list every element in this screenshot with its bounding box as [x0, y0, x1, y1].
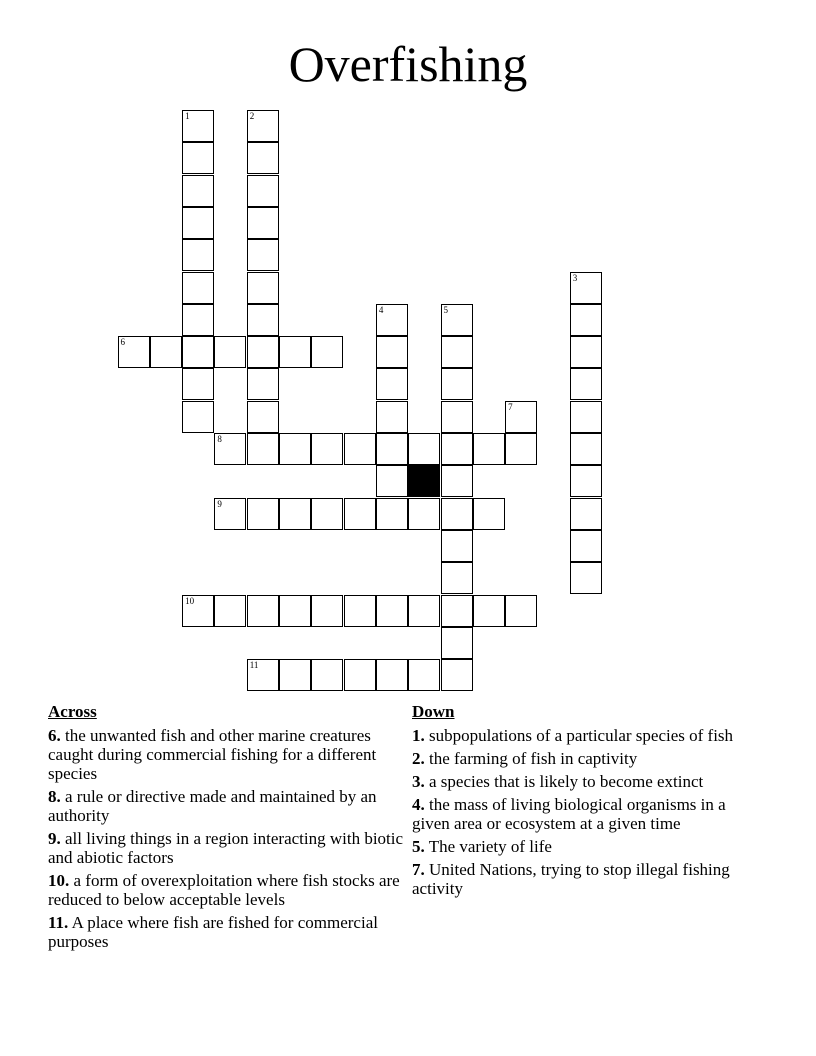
grid-cell[interactable] — [570, 530, 602, 562]
clue-number: 3 — [572, 272, 578, 283]
grid-cell[interactable] — [247, 272, 279, 304]
grid-cell[interactable] — [311, 595, 343, 627]
grid-cell[interactable] — [570, 562, 602, 594]
clue-number: 10 — [185, 595, 195, 606]
clue-text: a species that is likely to become extinct — [429, 772, 704, 791]
clue-label-number: 2. — [412, 749, 425, 768]
grid-cell[interactable] — [182, 401, 214, 433]
grid-cell[interactable] — [311, 659, 343, 691]
clue-number: 11 — [249, 660, 259, 671]
clue-label-number: 8. — [48, 787, 61, 806]
grid-cell[interactable] — [441, 530, 473, 562]
grid-cell[interactable] — [182, 110, 214, 142]
grid-cell[interactable] — [182, 239, 214, 271]
grid-cell[interactable] — [344, 659, 376, 691]
grid-cell[interactable] — [279, 595, 311, 627]
grid-cell[interactable] — [247, 142, 279, 174]
grid-cell[interactable] — [473, 433, 505, 465]
grid-cell[interactable] — [570, 498, 602, 530]
grid-cell[interactable] — [247, 595, 279, 627]
grid-cell[interactable] — [376, 401, 408, 433]
grid-cell[interactable] — [441, 595, 473, 627]
grid-cell[interactable] — [505, 595, 537, 627]
black-cell — [408, 465, 440, 497]
grid-cell[interactable] — [473, 595, 505, 627]
clue-text: all living things in a region interacting with biotic and abiotic factors — [48, 829, 404, 867]
across-clue — [48, 913, 408, 951]
grid-cell[interactable] — [311, 336, 343, 368]
grid-cell[interactable] — [505, 401, 537, 433]
clue-label-number: 9. — [48, 829, 61, 848]
clue-number: 2 — [249, 111, 255, 121]
grid-cell[interactable] — [247, 304, 279, 336]
grid-cell[interactable] — [182, 336, 214, 368]
grid-cell[interactable] — [408, 433, 440, 465]
grid-cell[interactable] — [570, 401, 602, 433]
clue-text: the mass of living biological organisms in a given area or ecosystem at a given time — [412, 795, 726, 833]
clue-label-number: 10. — [48, 871, 70, 890]
grid-cell[interactable] — [441, 433, 473, 465]
grid-cell[interactable] — [150, 336, 182, 368]
grid-cell[interactable] — [214, 336, 246, 368]
grid-cell[interactable] — [441, 627, 473, 659]
grid-cell[interactable] — [182, 304, 214, 336]
across-clues — [48, 702, 408, 955]
clue-number: 6 — [120, 337, 125, 348]
grid-cell[interactable] — [311, 498, 343, 530]
grid-cell[interactable] — [408, 659, 440, 691]
down-clue — [412, 837, 762, 856]
across-heading: Across — [48, 702, 97, 721]
grid-cell[interactable] — [408, 595, 440, 627]
clue-number: 1 — [185, 111, 190, 121]
grid-cell[interactable] — [279, 433, 311, 465]
grid-cell[interactable] — [376, 336, 408, 368]
across-clue — [48, 787, 408, 825]
grid-cell[interactable] — [376, 595, 408, 627]
down-clues — [412, 702, 762, 902]
grid-cell[interactable] — [441, 498, 473, 530]
clue-text: the farming of fish in captivity — [429, 749, 638, 768]
grid-cell[interactable] — [182, 142, 214, 174]
grid-cell[interactable] — [441, 562, 473, 594]
grid-cell[interactable] — [344, 498, 376, 530]
grid-cell[interactable] — [247, 659, 279, 691]
grid-cell[interactable] — [441, 465, 473, 497]
grid-cell[interactable] — [570, 304, 602, 336]
grid-cell[interactable] — [279, 336, 311, 368]
grid-cell[interactable] — [247, 368, 279, 400]
grid-cell[interactable] — [247, 110, 279, 142]
grid-cell[interactable] — [247, 336, 279, 368]
clue-text: The variety of life — [428, 837, 552, 856]
puzzle-title: Overfishing — [288, 36, 528, 92]
grid-cell[interactable] — [570, 465, 602, 497]
grid-cell[interactable] — [376, 498, 408, 530]
clue-label-number: 5. — [412, 837, 425, 856]
down-clue — [412, 795, 762, 833]
grid-cell[interactable] — [505, 433, 537, 465]
clue-label-number: 1. — [412, 726, 425, 745]
clue-number: 5 — [443, 304, 448, 315]
clue-label-number: 4. — [412, 795, 425, 814]
grid-cell[interactable] — [408, 498, 440, 530]
across-clue — [48, 829, 408, 867]
across-clue — [48, 726, 408, 783]
grid-cell[interactable] — [376, 368, 408, 400]
grid-cell[interactable] — [570, 368, 602, 400]
grid-cell[interactable] — [247, 207, 279, 239]
clue-label-number: 6. — [48, 726, 61, 745]
down-clue-list — [412, 726, 762, 898]
down-clue — [412, 749, 762, 768]
grid-cell[interactable] — [344, 433, 376, 465]
grid-cell[interactable] — [214, 433, 246, 465]
clue-text: A place where fish are fished for commercial purposes — [48, 913, 378, 951]
grid-cell[interactable] — [247, 433, 279, 465]
grid-cell[interactable] — [376, 465, 408, 497]
grid-cell[interactable] — [376, 304, 408, 336]
down-clue — [412, 860, 762, 898]
down-clue — [412, 772, 762, 791]
clue-label-number: 7. — [412, 860, 425, 879]
grid-cell[interactable] — [570, 272, 602, 304]
grid-cell[interactable] — [441, 401, 473, 433]
clue-text: subpopulations of a particular species of fish — [429, 726, 734, 745]
grid-cell[interactable] — [182, 368, 214, 400]
clue-text: a form of overexploitation where fish stocks are reduced to below acceptable levels — [48, 871, 400, 909]
clue-label-number: 11. — [48, 913, 69, 932]
across-clue — [48, 871, 408, 909]
clue-text: United Nations, trying to stop illegal fishing activity — [412, 860, 730, 898]
clue-label-number: 3. — [412, 772, 425, 791]
across-clue-list — [48, 726, 408, 951]
grid-cell[interactable] — [247, 498, 279, 530]
grid-cell[interactable] — [441, 304, 473, 336]
grid-cell[interactable] — [570, 336, 602, 368]
clue-number: 9 — [217, 498, 222, 509]
down-heading: Down — [412, 702, 455, 721]
grid-cell[interactable] — [182, 272, 214, 304]
grid-cell[interactable] — [376, 659, 408, 691]
grid-cell[interactable] — [182, 595, 214, 627]
grid-cell[interactable] — [247, 239, 279, 271]
clue-text: a rule or directive made and maintained by an authority — [48, 787, 377, 825]
grid-cell[interactable] — [247, 401, 279, 433]
grid-cell[interactable] — [214, 498, 246, 530]
clue-number: 8 — [217, 434, 222, 444]
grid-cell[interactable] — [441, 368, 473, 400]
grid-cell[interactable] — [376, 433, 408, 465]
grid-cell[interactable] — [182, 175, 214, 207]
grid-cell[interactable] — [441, 659, 473, 691]
grid-cell[interactable] — [344, 595, 376, 627]
down-clue — [412, 726, 762, 745]
clue-number: 7 — [508, 401, 513, 412]
grid-cell[interactable] — [570, 433, 602, 465]
grid-cell[interactable] — [473, 498, 505, 530]
clue-text: the unwanted fish and other marine creatures caught during commercial fishing for a different species — [48, 726, 377, 783]
grid-cell[interactable] — [441, 336, 473, 368]
grid-cell[interactable] — [247, 175, 279, 207]
grid-cell[interactable] — [279, 659, 311, 691]
grid-cell[interactable] — [311, 433, 343, 465]
grid-cell[interactable] — [118, 336, 150, 368]
grid-cell[interactable] — [279, 498, 311, 530]
grid-cell[interactable] — [214, 595, 246, 627]
clue-number: 4 — [378, 304, 384, 315]
grid-cell[interactable] — [182, 207, 214, 239]
